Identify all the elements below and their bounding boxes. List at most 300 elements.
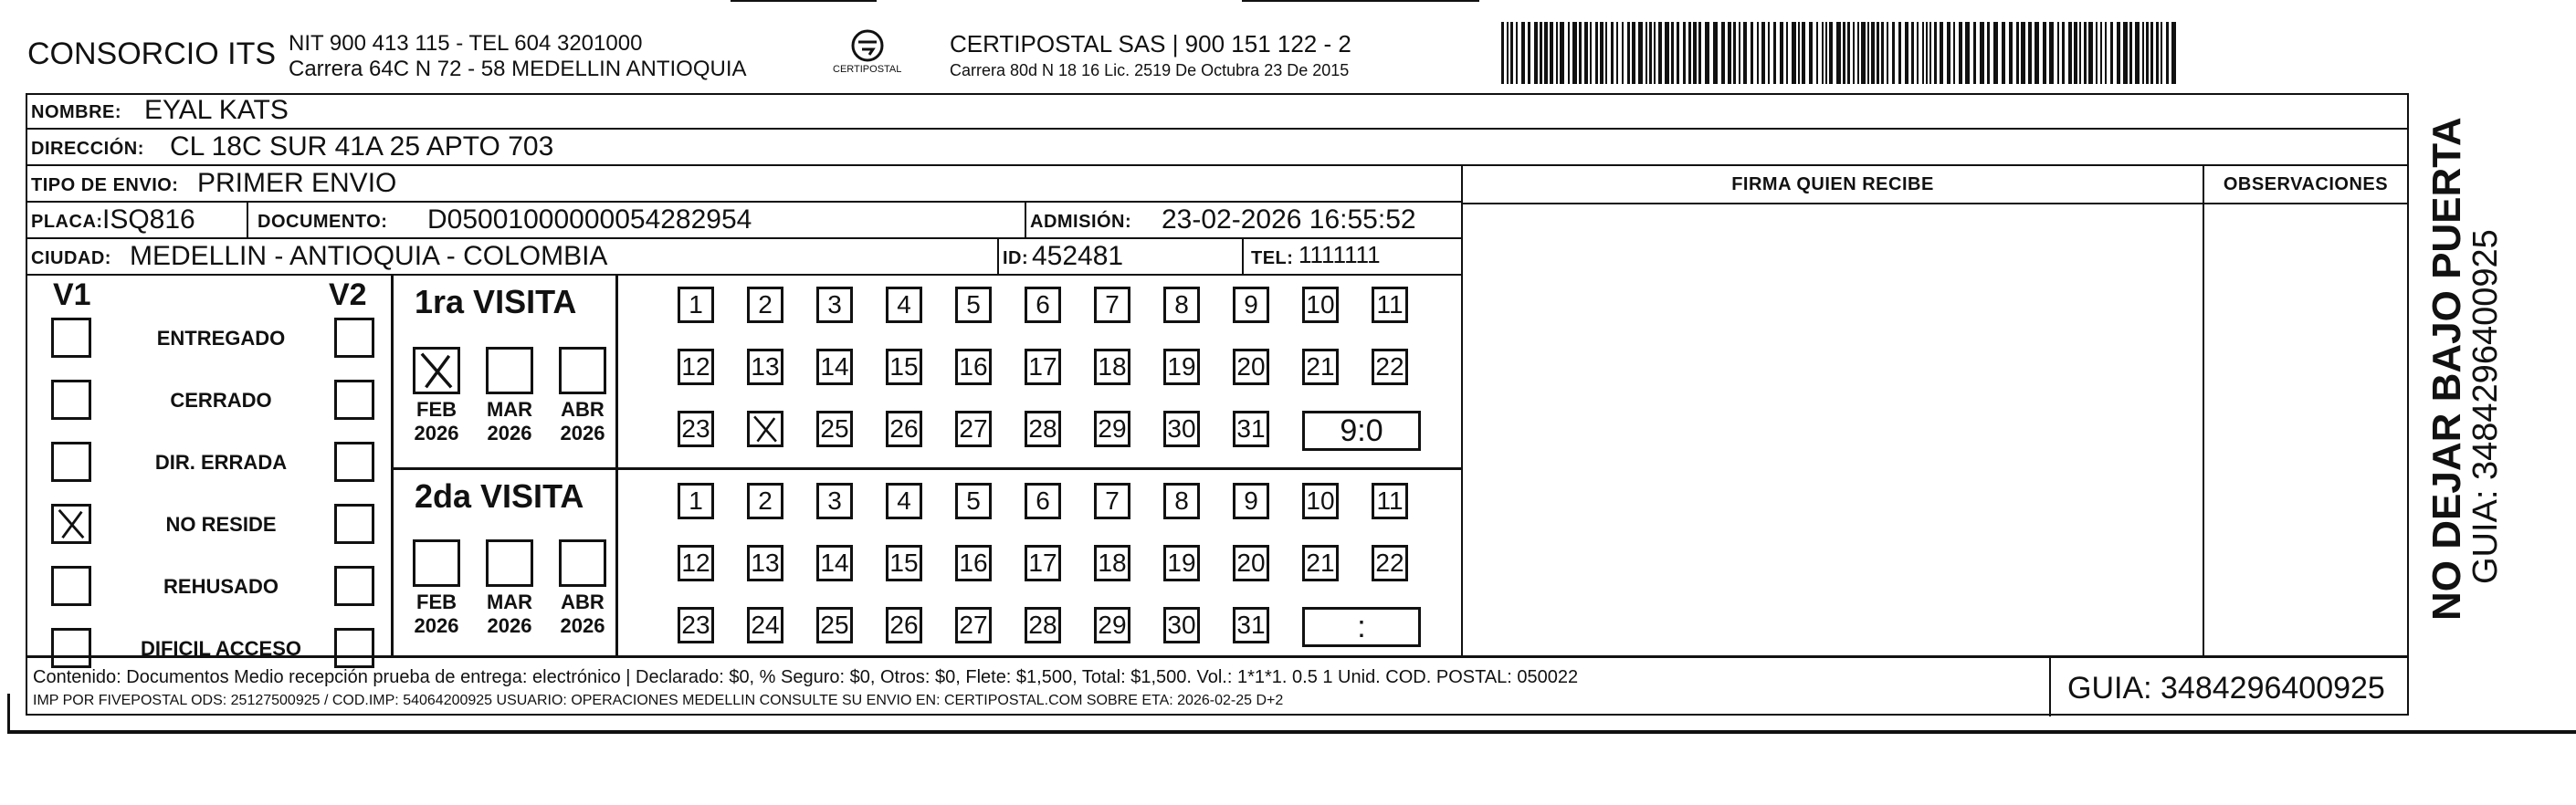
barcode-bar: [1521, 22, 1525, 84]
barcode-bar: [1780, 22, 1783, 84]
barcode-bar: [2123, 22, 2128, 84]
barcode-bar: [1677, 22, 1679, 84]
day-box[interactable]: [678, 483, 714, 519]
barcode-bar: [1743, 22, 1747, 84]
day-box[interactable]: [1233, 607, 1269, 643]
day-number: 14: [820, 549, 849, 577]
status-label: NO RESIDE: [165, 513, 277, 536]
barcode-bar: [1540, 22, 1542, 84]
tipo-row: [27, 166, 1461, 203]
barcode-bar: [1853, 22, 1855, 84]
day-box[interactable]: [1163, 349, 1200, 385]
footer-guia: GUIA: 3484296400925: [2067, 671, 2385, 706]
visit-time-box[interactable]: [1302, 607, 1421, 647]
day-number: 15: [889, 352, 919, 381]
admision-value: 23-02-2026 16:55:52: [1162, 204, 1416, 235]
day-box[interactable]: [886, 483, 922, 519]
barcode-bar: [1857, 22, 1859, 84]
x-mark-icon: [415, 350, 457, 392]
observaciones-area[interactable]: [2204, 204, 2407, 655]
v2-checkbox[interactable]: [334, 442, 374, 482]
id-divider: [997, 239, 999, 274]
day-number: 12: [681, 352, 710, 381]
visit-time-box[interactable]: [1302, 411, 1421, 451]
v2-checkbox[interactable]: [334, 566, 374, 606]
barcode-bar: [1658, 22, 1662, 84]
v1-checkbox[interactable]: [51, 566, 91, 606]
day-box[interactable]: [1025, 287, 1061, 323]
month-checkbox[interactable]: [559, 539, 606, 587]
day-number: 26: [889, 611, 919, 639]
barcode-bar: [1751, 22, 1753, 84]
barcode-bar: [1645, 22, 1647, 84]
month-label: ABR: [561, 398, 605, 421]
day-box[interactable]: [1025, 545, 1061, 581]
month-checkbox[interactable]: [486, 347, 533, 394]
status-label: ENTREGADO: [156, 327, 286, 350]
day-box[interactable]: [1302, 349, 1339, 385]
direccion-value: CL 18C SUR 41A 25 APTO 703: [170, 131, 554, 162]
day-box[interactable]: [1233, 545, 1269, 581]
scan-edge-line: [7, 730, 2576, 734]
v1-checkbox[interactable]: [51, 318, 91, 358]
year-label: 2026: [414, 422, 459, 444]
placa-value: ISQ816: [102, 204, 195, 235]
certipostal-license: Carrera 80d N 18 16 Lic. 2519 De Octubra 23 De 2015: [950, 61, 1350, 79]
day-box[interactable]: [747, 349, 783, 385]
barcode-bar: [1507, 22, 1509, 84]
barcode-bar: [1560, 22, 1564, 84]
company-address: Carrera 64C N 72 - 58 MEDELLIN ANTIOQUIA: [289, 57, 747, 81]
year-label: 2026: [560, 422, 605, 444]
firma-header: [1463, 166, 2203, 204]
day-box[interactable]: [1372, 349, 1408, 385]
barcode-bar: [1572, 22, 1577, 84]
barcode-bar: [1768, 22, 1770, 84]
day-number: 4: [897, 290, 911, 319]
barcode-bar: [1926, 22, 1928, 84]
day-number: 6: [1036, 486, 1050, 515]
barcode-bar: [1809, 22, 1813, 84]
month-label: FEB: [416, 591, 457, 613]
barcode-bar: [1590, 22, 1592, 84]
barcode-bar: [1534, 22, 1538, 84]
day-number: 8: [1174, 486, 1189, 515]
barcode-bar: [1993, 22, 1998, 84]
day-box[interactable]: [678, 349, 714, 385]
month-label: MAR: [486, 398, 533, 421]
day-box[interactable]: [747, 607, 783, 643]
day-number: 22: [1375, 549, 1404, 577]
barcode-bar: [1739, 22, 1740, 84]
day-number: 20: [1236, 549, 1266, 577]
barcode-bar: [2088, 22, 2093, 84]
barcode-bar: [2002, 22, 2005, 84]
barcode-bar: [1843, 22, 1845, 84]
v2-checkbox[interactable]: [334, 318, 374, 358]
day-number: 25: [820, 611, 849, 639]
barcode-bar: [1929, 22, 1931, 84]
barcode-bar: [1905, 22, 1908, 84]
barcode-bar: [1516, 22, 1518, 84]
day-box[interactable]: [678, 607, 714, 643]
v2-label: V2: [329, 277, 367, 312]
day-box[interactable]: [747, 545, 783, 581]
year-label: 2026: [414, 614, 459, 637]
barcode-bar: [2142, 22, 2144, 84]
barcode-bar: [2062, 22, 2065, 84]
barcode-bar: [1922, 22, 1924, 84]
barcode-bar: [2129, 22, 2132, 84]
day-box[interactable]: [1233, 411, 1269, 447]
day-number: 1: [689, 486, 703, 515]
status-label: CERRADO: [170, 389, 272, 412]
barcode-bar: [1867, 22, 1869, 84]
day-number: 2: [758, 290, 773, 319]
day-number: 3: [827, 486, 842, 515]
barcode-bar: [2146, 22, 2149, 84]
barcode-bar: [1871, 22, 1875, 84]
day-box[interactable]: [678, 545, 714, 581]
day-box[interactable]: [1233, 483, 1269, 519]
day-number: 28: [1028, 611, 1057, 639]
day-number: 4: [897, 486, 911, 515]
day-box[interactable]: [1094, 545, 1130, 581]
status-label: REHUSADO: [163, 575, 279, 598]
footer-imp-line: IMP POR FIVEPOSTAL ODS: 25127500925 / COD.IMP: 54064200925 USUARIO: OPERACIONES MEDELLIN CONSULTE SU ENVIO EN: CERTIPOSTAL.COM SOBRE ETA: 2026-02-25 D+2: [33, 693, 1284, 708]
day-number: 17: [1028, 549, 1057, 577]
barcode-bar: [1556, 22, 1558, 84]
barcode-bar: [1959, 22, 1962, 84]
barcode-bar: [2171, 22, 2176, 84]
day-number: 2: [758, 486, 773, 515]
day-box[interactable]: [1094, 349, 1130, 385]
barcode-bar: [1683, 22, 1686, 84]
ciudad-value: MEDELLIN - ANTIOQUIA - COLOMBIA: [130, 241, 608, 271]
day-box[interactable]: [1233, 349, 1269, 385]
day-box[interactable]: [1094, 483, 1130, 519]
barcode-bar: [1892, 22, 1895, 84]
footer-content-line: Contenido: Documentos Medio recepción prueba de entrega: electrónico | Declarado: $0, % Seguro: $0, Otros: $0, Flete: $1,500, Total: $1,500. Vol.: 1*1*1. 0.5 1 Unid. COD. POSTAL: 050022: [33, 667, 1579, 687]
day-number: 10: [1306, 290, 1335, 319]
day-box[interactable]: [1163, 411, 1200, 447]
barcode-bar: [2068, 22, 2072, 84]
month-checkbox[interactable]: [559, 347, 606, 394]
observaciones-header-label: OBSERVACIONES: [2223, 173, 2389, 194]
barcode-bar: [1761, 22, 1765, 84]
day-box[interactable]: [1025, 607, 1061, 643]
firma-header-label: FIRMA QUIEN RECIBE: [1731, 173, 1934, 194]
barcode-bar: [1934, 22, 1937, 84]
barcode-bar: [1611, 22, 1614, 84]
day-box[interactable]: [747, 287, 783, 323]
day-box[interactable]: [816, 287, 853, 323]
day-box[interactable]: [955, 349, 992, 385]
day-number: 8: [1174, 290, 1189, 319]
day-number: 5: [966, 290, 981, 319]
day-number: 23: [681, 611, 710, 639]
day-number: 5: [966, 486, 981, 515]
company-nit: NIT 900 413 115 - TEL 604 3201000: [289, 31, 643, 56]
day-number: 24: [751, 611, 780, 639]
day-number: 16: [959, 549, 988, 577]
v1-label: V1: [53, 277, 91, 312]
visita1-divider: [615, 274, 618, 467]
barcode-bar: [1965, 22, 1970, 84]
visita1-section: [393, 274, 1461, 470]
barcode-bar: [1987, 22, 1990, 84]
day-number: 18: [1098, 352, 1127, 381]
day-box[interactable]: [816, 483, 853, 519]
day-box[interactable]: [1372, 287, 1408, 323]
day-number: 25: [820, 414, 849, 443]
admision-divider: [1025, 203, 1026, 237]
barcode-bar: [2057, 22, 2059, 84]
day-number: 16: [959, 352, 988, 381]
month-checkbox[interactable]: [413, 347, 460, 394]
visita2-title: 2da VISITA: [415, 477, 584, 515]
day-number: 9: [1244, 486, 1258, 515]
day-number: 31: [1236, 611, 1266, 639]
barcode-bar: [1579, 22, 1582, 84]
barcode-bar: [2049, 22, 2054, 84]
x-mark-icon: [54, 507, 89, 541]
barcode-bar: [1881, 22, 1884, 84]
barcode-bar: [2110, 22, 2113, 84]
day-box[interactable]: [1302, 545, 1339, 581]
day-number: 15: [889, 549, 919, 577]
day-box[interactable]: [747, 483, 783, 519]
visita1-title: 1ra VISITA: [415, 283, 577, 320]
documento-label: DOCUMENTO:: [258, 212, 388, 232]
barcode-bar: [1688, 22, 1691, 84]
year-label: 2026: [487, 422, 532, 444]
year-label: 2026: [487, 614, 532, 637]
barcode-bar: [1627, 22, 1630, 84]
barcode-bar: [1940, 22, 1943, 84]
side-warning-text: NO DEJAR BAJO PUERTA: [2424, 117, 2469, 621]
barcode-bar: [2156, 22, 2159, 84]
barcode-bar: [1638, 22, 1643, 84]
barcode-bar: [1829, 22, 1833, 84]
day-box[interactable]: [1025, 483, 1061, 519]
nombre-row: [27, 95, 2407, 130]
day-box[interactable]: [1302, 287, 1339, 323]
day-number: 6: [1036, 290, 1050, 319]
ciudad-row: [27, 239, 1461, 276]
scan-mark-top-right: [1242, 0, 1479, 2]
barcode-bar: [1911, 22, 1914, 84]
day-number: 7: [1105, 290, 1120, 319]
barcode-bar: [1836, 22, 1841, 84]
day-number: 20: [1236, 352, 1266, 381]
barcode-bar: [1654, 22, 1656, 84]
barcode-bar: [1877, 22, 1879, 84]
firma-signature-area[interactable]: [1463, 204, 2203, 655]
admision-label: ADMISIÓN:: [1030, 212, 1132, 232]
placa-divider: [247, 203, 248, 237]
year-label: 2026: [560, 614, 605, 637]
barcode-bar: [1947, 22, 1950, 84]
day-box[interactable]: [955, 607, 992, 643]
day-number: 22: [1375, 352, 1404, 381]
day-number: 9: [1244, 290, 1258, 319]
barcode-bar: [2009, 22, 2013, 84]
day-box[interactable]: [747, 411, 783, 447]
nombre-value: EYAL KATS: [144, 95, 289, 125]
day-box[interactable]: [816, 411, 853, 447]
tipo-value: PRIMER ENVIO: [197, 168, 397, 198]
day-box[interactable]: [1233, 287, 1269, 323]
barcode-bar: [1510, 22, 1513, 84]
barcode-bar: [1917, 22, 1919, 84]
barcode-bar: [1544, 22, 1548, 84]
day-number: 19: [1167, 549, 1196, 577]
month-label: FEB: [416, 398, 457, 421]
day-number: 26: [889, 414, 919, 443]
tel-divider: [1242, 239, 1244, 274]
day-box[interactable]: [1163, 287, 1200, 323]
barcode-bar: [2035, 22, 2039, 84]
day-number: 10: [1306, 486, 1335, 515]
status-section: [27, 274, 394, 660]
barcode-bar: [1861, 22, 1866, 84]
day-number: 31: [1236, 414, 1266, 443]
v2-checkbox[interactable]: [334, 504, 374, 544]
barcode-bar: [1632, 22, 1635, 84]
barcode-bar: [1528, 22, 1530, 84]
month-checkbox[interactable]: [413, 539, 460, 587]
day-box[interactable]: [816, 607, 853, 643]
day-box[interactable]: [886, 349, 922, 385]
month-checkbox[interactable]: [486, 539, 533, 587]
v1-checkbox[interactable]: [51, 380, 91, 420]
day-box[interactable]: [1302, 483, 1339, 519]
day-box[interactable]: [816, 349, 853, 385]
day-number: 18: [1098, 549, 1127, 577]
barcode-bar: [1973, 22, 1976, 84]
barcode-bar: [1798, 22, 1800, 84]
barcode: [1501, 22, 2182, 84]
barcode-bar: [1980, 22, 1984, 84]
barcode-bar: [1616, 22, 1618, 84]
day-box[interactable]: [1025, 411, 1061, 447]
barcode-bar: [1898, 22, 1901, 84]
day-box[interactable]: [1372, 483, 1408, 519]
barcode-bar: [2100, 22, 2102, 84]
day-number: 14: [820, 352, 849, 381]
v1-checkbox[interactable]: [51, 442, 91, 482]
barcode-bar: [1713, 22, 1718, 84]
v1-checkbox[interactable]: [51, 504, 91, 544]
day-number: 3: [827, 290, 842, 319]
barcode-bar: [1847, 22, 1850, 84]
day-number: 21: [1306, 549, 1335, 577]
barcode-bar: [2016, 22, 2019, 84]
barcode-bar: [1792, 22, 1796, 84]
barcode-bar: [1595, 22, 1598, 84]
id-value: 452481: [1032, 241, 1124, 271]
day-number: 29: [1098, 611, 1127, 639]
day-box[interactable]: [1163, 483, 1200, 519]
day-box[interactable]: [1094, 287, 1130, 323]
barcode-bar: [2161, 22, 2162, 84]
barcode-bar: [1698, 22, 1701, 84]
day-box[interactable]: [816, 545, 853, 581]
visit-time-text: :: [1357, 609, 1366, 644]
day-box[interactable]: [1094, 411, 1130, 447]
day-number: 19: [1167, 352, 1196, 381]
scan-edge-left: [7, 694, 10, 734]
observaciones-header: [2204, 166, 2407, 204]
ciudad-label: CIUDAD:: [31, 248, 111, 268]
day-number: 30: [1167, 611, 1196, 639]
day-box[interactable]: [1163, 545, 1200, 581]
barcode-bar: [1622, 22, 1624, 84]
barcode-bar: [1600, 22, 1603, 84]
barcode-bar: [1773, 22, 1776, 84]
day-box[interactable]: [1372, 545, 1408, 581]
tel-label: TEL:: [1251, 248, 1294, 268]
day-box[interactable]: [955, 411, 992, 447]
barcode-bar: [2135, 22, 2140, 84]
day-box[interactable]: [1094, 607, 1130, 643]
day-number: 11: [1376, 290, 1404, 319]
tipo-label: TIPO DE ENVIO:: [31, 175, 179, 195]
barcode-bar: [1953, 22, 1955, 84]
day-number: 13: [751, 352, 780, 381]
day-box[interactable]: [886, 545, 922, 581]
v2-checkbox[interactable]: [334, 380, 374, 420]
day-box[interactable]: [955, 287, 992, 323]
day-box[interactable]: [955, 545, 992, 581]
barcode-bar: [1550, 22, 1553, 84]
day-box[interactable]: [886, 607, 922, 643]
barcode-bar: [2074, 22, 2077, 84]
day-number: 11: [1376, 486, 1404, 515]
certipostal-logo: [822, 26, 913, 80]
barcode-bar: [1822, 22, 1824, 84]
day-number: 13: [751, 549, 780, 577]
day-box[interactable]: [1025, 349, 1061, 385]
day-box[interactable]: [886, 287, 922, 323]
placa-row: [27, 203, 1461, 239]
documento-value: D05001000000054282954: [427, 204, 752, 235]
barcode-bar: [2105, 22, 2107, 84]
status-label: DIFICIL ACCESO: [140, 637, 301, 660]
day-box[interactable]: [1163, 607, 1200, 643]
day-number: 12: [681, 549, 710, 577]
month-label: MAR: [486, 591, 533, 613]
direccion-label: DIRECCIÓN:: [31, 139, 144, 159]
visita2-section: [393, 470, 1461, 655]
x-mark-icon: [750, 413, 781, 444]
barcode-bar: [1728, 22, 1731, 84]
day-box[interactable]: [886, 411, 922, 447]
visit-time-text: 9:0: [1340, 413, 1383, 448]
day-box[interactable]: [678, 287, 714, 323]
day-box[interactable]: [678, 411, 714, 447]
company-name: CONSORCIO ITS: [27, 37, 277, 71]
barcode-bar: [2084, 22, 2087, 84]
day-number: 7: [1105, 486, 1120, 515]
day-box[interactable]: [955, 483, 992, 519]
barcode-bar: [2117, 22, 2120, 84]
placa-label: PLACA:: [31, 212, 103, 232]
visita2-divider: [615, 470, 618, 655]
nombre-label: NOMBRE:: [31, 102, 122, 122]
barcode-bar: [1887, 22, 1888, 84]
